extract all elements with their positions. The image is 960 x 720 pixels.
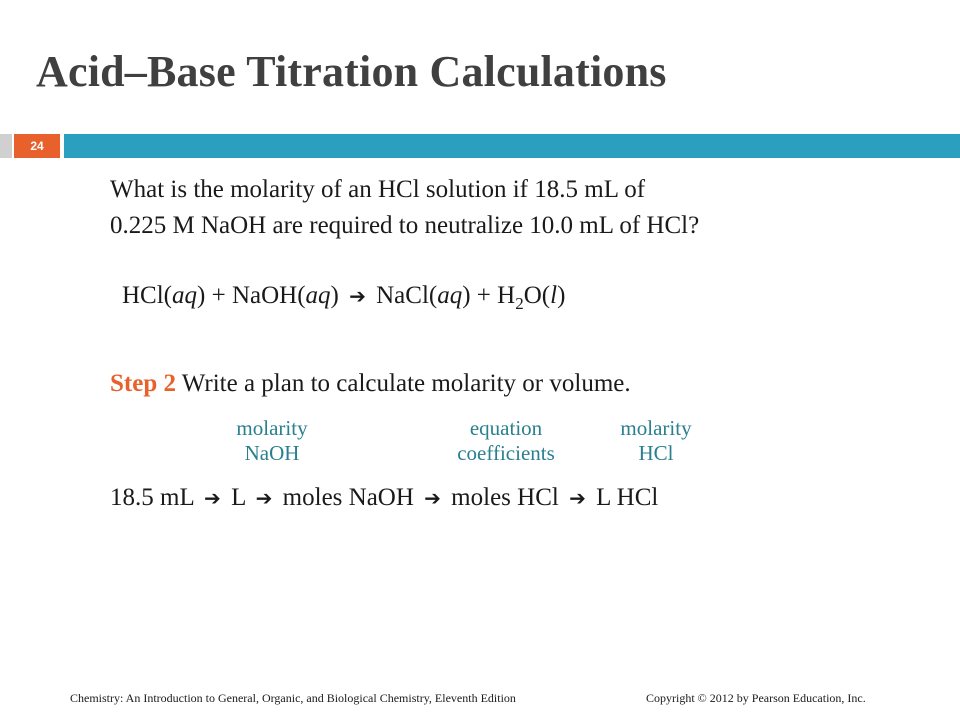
slide-title: Acid–Base Titration Calculations: [36, 47, 667, 96]
footer-copyright: Copyright © 2012 by Pearson Education, Inc.: [646, 691, 866, 705]
footer-book-title: Chemistry: An Introduction to General, Organic, and Biological Chemistry, Eleventh Edition: [70, 691, 516, 705]
state-label: aq: [305, 282, 331, 309]
state-label: aq: [172, 282, 197, 309]
subscript: 2: [515, 294, 524, 313]
plan-label-molarity-hcl: [598, 416, 714, 466]
right-arrow-icon: ➔: [424, 486, 441, 510]
question-line-1: What is the molarity of an HCl solution if 18.5 mL of: [110, 176, 646, 203]
state-label: aq: [437, 282, 463, 309]
header-bar-left: [0, 134, 12, 158]
step-text: Write a plan to calculate molarity or volume.: [181, 370, 631, 397]
plan-step: L: [231, 484, 246, 511]
question-line-2: 0.225 M NaOH are required to neutralize 10.0 mL of HCl?: [110, 212, 700, 239]
reactant-hcl: HCl(: [122, 282, 172, 309]
equation-text: ): [330, 282, 339, 309]
slide-number: 24: [30, 139, 44, 153]
state-label: l: [550, 282, 558, 309]
calculation-plan: [110, 484, 658, 512]
step-heading: [110, 370, 631, 398]
plan-label-top: molarity: [620, 416, 692, 440]
right-arrow-icon: ➔: [569, 486, 586, 510]
equation-text: ): [557, 282, 566, 309]
step-label: Step 2: [110, 370, 176, 397]
right-arrow-icon: ➔: [255, 486, 273, 510]
chemical-equation: [122, 282, 566, 313]
reactant-naoh: NaOH(: [231, 282, 306, 309]
plan-step: moles NaOH: [282, 484, 414, 511]
plan-label-bottom: NaOH: [244, 441, 300, 465]
right-arrow-icon: ➔: [204, 486, 221, 510]
header-bar-right: [64, 134, 960, 158]
plan-label-top: equation: [469, 416, 543, 440]
product-nacl: NaCl(: [376, 282, 438, 309]
plan-step: 18.5 mL: [110, 484, 194, 511]
plan-label-bottom: coefficients: [457, 441, 555, 465]
product-water: O(: [523, 282, 551, 309]
equation-text: ) +: [197, 282, 232, 309]
plan-step: L HCl: [596, 484, 659, 511]
plan-label-equation-coefficients: [416, 416, 596, 466]
plan-step: moles HCl: [451, 484, 559, 511]
plan-label-bottom: HCl: [638, 441, 674, 465]
plan-label-molarity-naoh: [214, 416, 330, 466]
equation-text: ) + H: [462, 282, 516, 309]
right-arrow-icon: ➔: [349, 284, 366, 308]
plan-label-top: molarity: [236, 416, 308, 440]
slide-number-badge: [14, 134, 60, 158]
